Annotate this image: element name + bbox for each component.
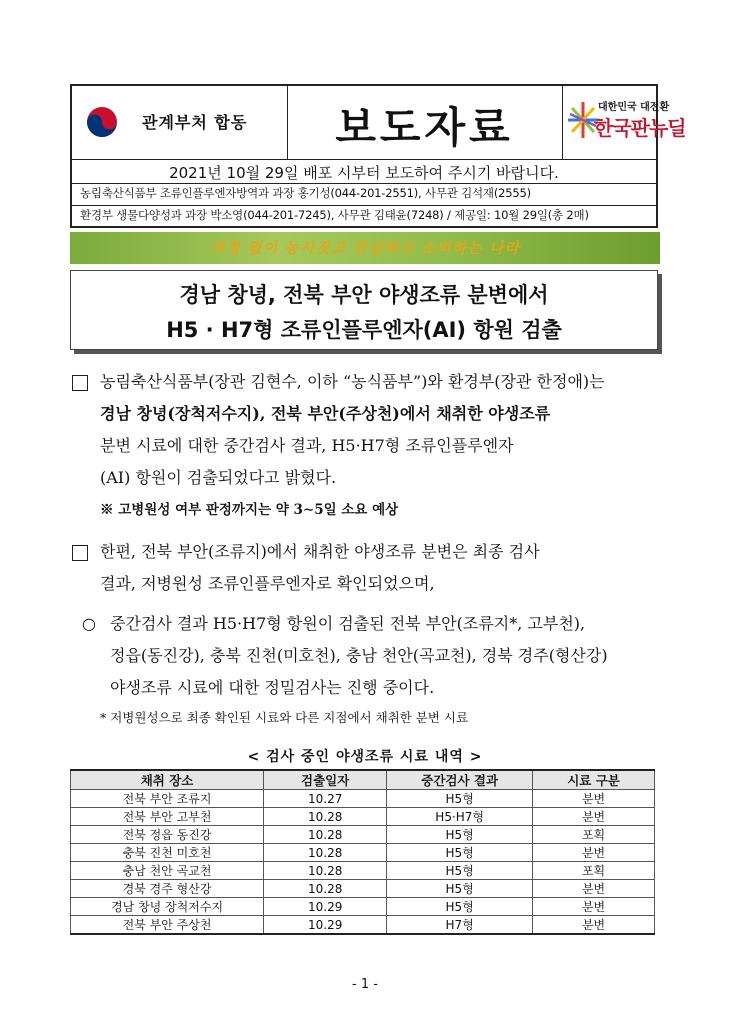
cell-date: 10.29 — [264, 916, 387, 935]
cell-result: H5형 — [387, 844, 533, 862]
divider — [72, 183, 656, 184]
cell-result: H7형 — [387, 916, 533, 935]
cell-result: H5·H7형 — [387, 808, 533, 826]
cell-type: 분변 — [533, 790, 655, 808]
new-deal-tagline: 대한민국 대전환 — [598, 102, 670, 113]
circle-bullet-icon: ○ — [82, 614, 96, 633]
cell-type: 분변 — [533, 898, 655, 916]
column-header-result: 중간검사 결과 — [387, 770, 533, 790]
cell-location: 경남 창녕 장척저수지 — [71, 898, 264, 916]
table-row — [71, 862, 655, 880]
note-2: * 저병원성으로 최종 확인된 시료와 다른 지점에서 채취한 분변 시료 — [100, 710, 469, 725]
table-row — [71, 916, 655, 935]
table-caption: < 검사 중인 야생조류 시료 내역 > — [247, 749, 483, 765]
cell-date: 10.28 — [264, 808, 387, 826]
cell-date: 10.28 — [264, 862, 387, 880]
cell-location: 전북 부안 주상천 — [71, 916, 264, 935]
column-header-date: 검출일자 — [264, 770, 387, 790]
header-top-row — [72, 86, 686, 160]
cell-date: 10.28 — [264, 826, 387, 844]
cell-location: 충북 진천 미호천 — [71, 844, 264, 862]
table-row — [71, 880, 655, 898]
paragraph-1-line-1: 농림축산식품부(장관 김현수, 이하 “농식품부”)와 환경부(장관 한정애)는 — [100, 372, 605, 391]
cell-type: 분변 — [533, 808, 655, 826]
paragraph-1-line-3: 분변 시료에 대한 중간검사 결과, H5·H7형 조류인플루엔자 — [100, 436, 514, 455]
press-title: 보도자료 — [335, 103, 514, 152]
paragraph-2-line-1: 한편, 전북 부안(조류지)에서 채취한 야생조류 분변은 최종 검사 — [100, 542, 540, 561]
new-deal-logo — [562, 86, 686, 159]
press-header — [70, 84, 686, 228]
cell-type: 분변 — [533, 844, 655, 862]
note-1: ※ 고병원성 여부 판정까지는 약 3∼5일 소요 예상 — [100, 502, 399, 518]
cell-date: 10.29 — [264, 898, 387, 916]
cell-type: 분변 — [533, 916, 655, 935]
paragraph-1-line-2: 경남 창녕(장척저수지), 전북 부안(주상천)에서 채취한 야생조류 — [100, 404, 551, 423]
cell-result: H5형 — [387, 790, 533, 808]
divider — [72, 205, 656, 206]
ministries-cell — [72, 86, 288, 159]
cell-location: 충남 천안 곡교천 — [71, 862, 264, 880]
headline-box — [70, 270, 658, 350]
table-header-row — [71, 770, 655, 790]
paragraph-1-line-4: (AI) 항원이 검출되었다고 밝혔다. — [100, 468, 337, 487]
government-emblem-icon — [86, 106, 118, 138]
table-row — [71, 844, 655, 862]
new-deal-wordmark: 한국판뉴딜 — [594, 116, 686, 140]
contact-agriculture: 농림축산식품부 조류인플루엔자방역과 과장 홍기성(044-201-2551), 사무관 김석재(2555) — [80, 186, 531, 200]
cell-location: 경북 경주 형산강 — [71, 880, 264, 898]
column-header-type: 시료 구분 — [533, 770, 655, 790]
cell-type: 포획 — [533, 826, 655, 844]
page-number: - 1 - — [352, 977, 378, 992]
cell-location: 전북 정읍 동진강 — [71, 826, 264, 844]
embargo-notice: 2021년 10월 29일 배포 시부터 보도하여 주시기 바랍니다. — [169, 164, 559, 182]
cell-result: H5형 — [387, 826, 533, 844]
headline-line-1: 경남 창녕, 전북 부안 야생조류 분변에서 — [179, 283, 549, 307]
slogan-banner — [70, 232, 660, 264]
cell-date: 10.28 — [264, 844, 387, 862]
table-row — [71, 826, 655, 844]
press-title-cell — [287, 86, 563, 159]
cell-type: 포획 — [533, 862, 655, 880]
cell-location: 전북 부안 조류지 — [71, 790, 264, 808]
contact-environment: 환경부 생물다양성과 과장 박소영(044-201-7245), 사무관 김태윤(7248) / 제공일: 10월 29일(총 2매) — [80, 208, 589, 222]
cell-date: 10.27 — [264, 790, 387, 808]
checkbox-bullet-icon — [72, 375, 88, 391]
checkbox-bullet-icon — [72, 545, 88, 561]
cell-result: H5형 — [387, 862, 533, 880]
cell-result: H5형 — [387, 880, 533, 898]
cell-result: H5형 — [387, 898, 533, 916]
paragraph-3-line-1: 중간검사 결과 H5·H7형 항원이 검출된 전북 부안(조류지*, 고부천), — [110, 614, 586, 633]
sample-table — [70, 769, 655, 935]
table-row — [71, 808, 655, 826]
slogan-text: 걱정 없이 농사짓고 안심하고 소비하는 나라 — [210, 239, 520, 257]
paragraph-2-line-2: 결과, 저병원성 조류인플루엔자로 확인되었으며, — [100, 574, 435, 593]
ministries-label: 관계부처 합동 — [142, 113, 248, 132]
paragraph-3-line-3: 야생조류 시료에 대한 정밀검사는 진행 중이다. — [110, 678, 435, 697]
table-row — [71, 898, 655, 916]
table-row — [71, 790, 655, 808]
cell-date: 10.28 — [264, 880, 387, 898]
cell-location: 전북 부안 고부천 — [71, 808, 264, 826]
cell-type: 분변 — [533, 880, 655, 898]
headline-line-2: H5 · H7형 조류인플루엔자(AI) 항원 검출 — [166, 318, 562, 342]
column-header-location: 채취 장소 — [71, 770, 264, 790]
paragraph-3-line-2: 정읍(동진강), 충북 진천(미호천), 충남 천안(곡교천), 경북 경주(형산강) — [110, 646, 608, 665]
